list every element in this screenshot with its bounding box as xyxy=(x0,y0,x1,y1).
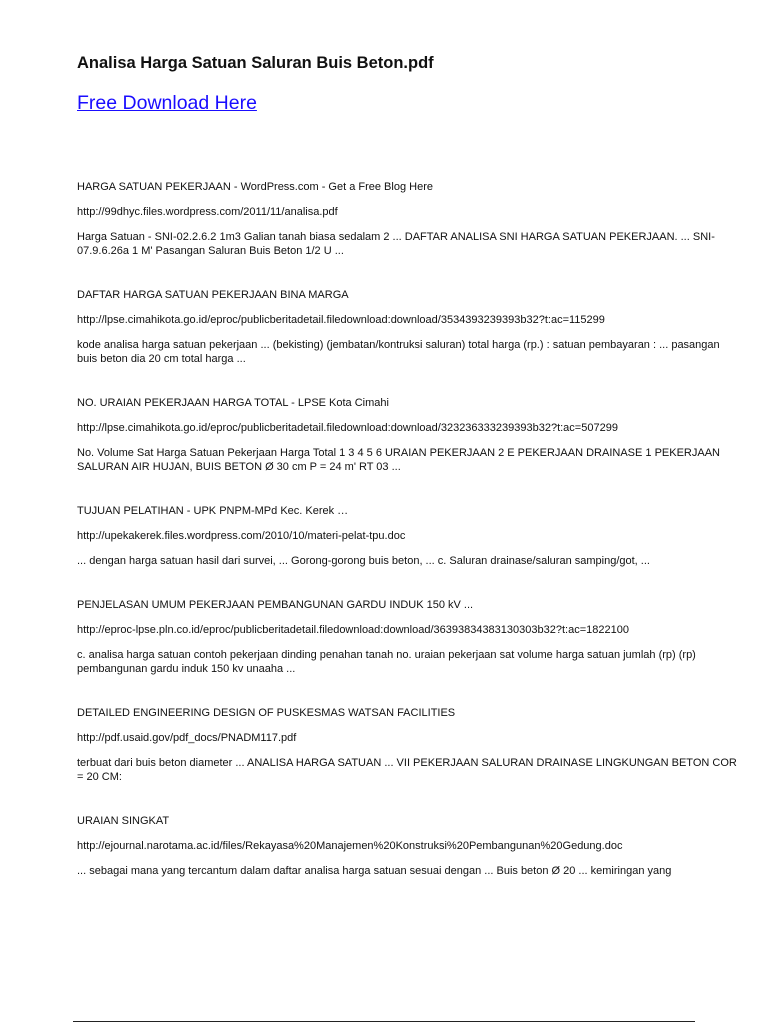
result-item xyxy=(77,814,737,878)
result-title: URAIAN SINGKAT xyxy=(77,815,170,827)
result-url: http://lpse.cimahikota.go.id/eproc/publicberitadetail.filedownload:download/323236333239393b32?t:ac=507299 xyxy=(77,422,618,434)
result-url: http://ejournal.narotama.ac.id/files/Rekayasa%20Manajemen%20Konstruksi%20Pembangunan%20Gedung.doc xyxy=(77,840,623,852)
result-item xyxy=(77,288,737,366)
result-item xyxy=(77,180,737,258)
result-snippet: No. Volume Sat Harga Satuan Pekerjaan Harga Total 1 3 4 5 6 URAIAN PEKERJAAN 2 E PEKERJAAN DRAINASE 1 PEKERJAAN SALURAN AIR HUJAN, BUIS BETON Ø 30 cm P = 24 m' RT 03 ... xyxy=(77,447,720,473)
result-snippet: ... sebagai mana yang tercantum dalam daftar analisa harga satuan sesuai dengan ... Buis beton Ø 20 ... kemiringan yang xyxy=(77,865,672,877)
result-title: DAFTAR HARGA SATUAN PEKERJAAN BINA MARGA xyxy=(77,289,349,301)
search-results xyxy=(77,180,737,878)
result-snippet: kode analisa harga satuan pekerjaan ... (bekisting) (jembatan/kontruksi saluran) total harga (rp.) : satuan pembayaran : ... pasangan buis beton dia 20 cm total harga ... xyxy=(77,339,720,365)
result-snippet: terbuat dari buis beton diameter ... ANALISA HARGA SATUAN ... VII PEKERJAAN SALURAN DRAINASE LINGKUNGAN BETON COR = 20 CM: xyxy=(77,757,737,783)
result-title: PENJELASAN UMUM PEKERJAAN PEMBANGUNAN GARDU INDUK 150 kV ... xyxy=(77,599,474,611)
document-title: Analisa Harga Satuan Saluran Buis Beton.pdf xyxy=(77,54,434,72)
free-download-link[interactable]: Free Download Here xyxy=(77,92,257,114)
result-title: NO. URAIAN PEKERJAAN HARGA TOTAL - LPSE Kota Cimahi xyxy=(77,397,389,409)
result-title: HARGA SATUAN PEKERJAAN - WordPress.com - Get a Free Blog Here xyxy=(77,181,433,193)
result-item xyxy=(77,504,737,568)
result-url: http://99dhyc.files.wordpress.com/2011/11/analisa.pdf xyxy=(77,206,338,218)
document-page xyxy=(77,52,737,908)
result-snippet: c. analisa harga satuan contoh pekerjaan dinding penahan tanah no. uraian pekerjaan sat volume harga satuan jumlah (rp) (rp) pembangunan gardu induk 150 kv unaaha ... xyxy=(77,649,696,675)
result-url: http://lpse.cimahikota.go.id/eproc/publicberitadetail.filedownload:download/3534393239393b32?t:ac=115299 xyxy=(77,314,605,326)
result-snippet: ... dengan harga satuan hasil dari survei, ... Gorong-gorong buis beton, ... c. Saluran drainase/saluran samping/got, ... xyxy=(77,555,650,567)
result-url: http://upekakerek.files.wordpress.com/2010/10/materi-pelat-tpu.doc xyxy=(77,530,406,542)
result-item xyxy=(77,706,737,784)
result-title: DETAILED ENGINEERING DESIGN OF PUSKESMAS WATSAN FACILITIES xyxy=(77,707,456,719)
result-url: http://eproc-lpse.pln.co.id/eproc/publicberitadetail.filedownload:download/36393834383130303b32?t:ac=1822100 xyxy=(77,624,629,636)
result-snippet: Harga Satuan - SNI-02.2.6.2 1m3 Galian tanah biasa sedalam 2 ... DAFTAR ANALISA SNI HARGA SATUAN PEKERJAAN. ... SNI-07.9.6.26a 1 M' Pasangan Saluran Buis Beton 1/2 U ... xyxy=(77,231,715,257)
result-url: http://pdf.usaid.gov/pdf_docs/PNADM117.pdf xyxy=(77,732,297,744)
result-title: TUJUAN PELATIHAN - UPK PNPM-MPd Kec. Kerek … xyxy=(77,505,349,517)
footer-divider xyxy=(73,1021,695,1022)
result-item xyxy=(77,598,737,676)
result-item xyxy=(77,396,737,474)
